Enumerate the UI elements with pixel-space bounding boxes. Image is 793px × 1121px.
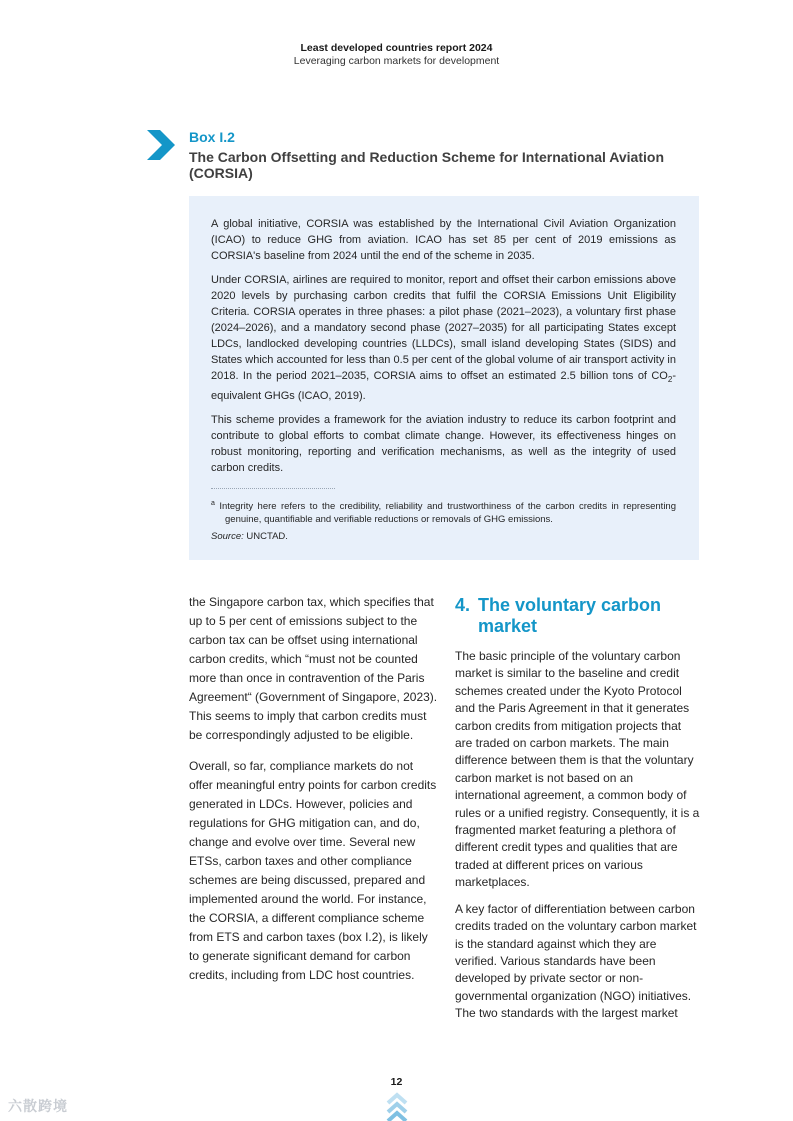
page-number: 12 [390, 1076, 403, 1088]
left-column [189, 593, 439, 997]
section-title: The voluntary carbon market [478, 595, 662, 636]
box-paragraph-3: This scheme provides a framework for the aviation industry to reduce its carbon footprint and contribute to global efforts to combat climate change. However, its effectiveness hinges on robust monitoring, reporting and verification mechanisms, as well as the integrity of used carbon credits. [211, 414, 676, 475]
running-header [0, 42, 793, 68]
box-paragraph-2-tail: -equivalent GHGs (ICAO, 2019). [211, 370, 676, 403]
section-number: 4. [455, 595, 471, 615]
box-paragraph-2-text: Under CORSIA, airlines are required to monitor, report and offset their carbon emissions above 2020 levels by purchasing carbon credits that fulfil the CORSIA Emissions Unit Eligibility Criteria. CORSIA operates in three phases: a pilot phase (2021–2023), a voluntary first phase (2024–2026), and a mandatory second phase (2027–2035) for all participating States except LDCs, landlocked developing countries (LLDCs), small island developing States (SIDS) and States which accounted for less than 0.5 per cent of the global volume of air transport activity in 2018. In the period 2021–2035, CORSIA aims to offset an estimated 2.5 billion tons of CO [211, 274, 676, 382]
footnote-marker: a [211, 500, 215, 508]
right-paragraph-2: A key factor of differentiation between carbon credits traded on the voluntary carbon market is the standard against which they are verified. Various standards have been developed by private sector or non-governmental organization (NGO) initiatives. The two standards with the largest market [455, 901, 697, 1021]
chevron-right-icon [147, 130, 175, 160]
box-footnote [211, 497, 676, 526]
report-title: Least developed countries report 2024 [300, 42, 493, 54]
co2-subscript: 2 [667, 375, 673, 385]
left-paragraph-2: Overall, so far, compliance markets do not offer meaningful entry points for carbon credits generated in LDCs. However, policies and regulations for GHG mitigation can, and do, change and evolve over time. Several new ETSs, carbon taxes and other compliance schemes are being discussed, prepared and implemented around the world. For instance, the CORSIA, a different compliance scheme from ETS and carbon taxes (box I.2), is likely to generate significant demand for carbon credits, including from LDC host countries. [189, 759, 437, 982]
footnote-divider [211, 488, 335, 489]
box-source [211, 530, 676, 543]
source-label: Source: [211, 531, 244, 543]
left-paragraph-1: the Singapore carbon tax, which specifies that up to 5 per cent of emissions subject to the carbon tax can be offset using international carbon credits, which “must not be counted more than once in contravention of the Paris Agreement“ (Government of Singapore, 2023). This seems to imply that carbon credits must be correspondingly adjusted to be eligible. [189, 595, 438, 742]
box-paragraph-2 [211, 272, 676, 404]
report-subtitle: Leveraging carbon markets for development [293, 55, 500, 67]
chevron-up-icon [385, 1090, 409, 1121]
section-heading [455, 595, 715, 637]
box-paragraph-1: A global initiative, CORSIA was established by the International Civil Aviation Organization (ICAO) to reduce GHG from aviation. ICAO has set 85 per cent of 2019 emissions as CORSIA's baseline from 2024 until the end of the scheme in 2035. [211, 218, 676, 262]
corsia-box [189, 196, 699, 560]
box-title: The Carbon Offsetting and Reduction Scheme for International Aviation (CORSIA) [189, 149, 664, 181]
footnote-text: Integrity here refers to the credibility, reliability and trustworthiness of the carbon credits in representing genuine, quantifiable and verifiable reductions or removals of GHG emissions. [219, 501, 676, 526]
box-label: Box I.2 [189, 129, 235, 145]
right-column [455, 648, 700, 1032]
source-text: UNCTAD. [246, 531, 288, 543]
right-paragraph-1: The basic principle of the voluntary carbon market is similar to the baseline and credit schemes created under the Kyoto Protocol and the Paris Agreement in that it generates carbon credits from mitigation projects that are traded on carbon markets. The main difference between them is that the voluntary carbon market is not based on an international agreement, a common body of rules or a unified registry. Consequently, it is a fragmented market featuring a plethora of different credit types and qualities that are traded at different prices on various marketplaces. [455, 649, 700, 890]
watermark: 六散跨境 [8, 1098, 68, 1114]
